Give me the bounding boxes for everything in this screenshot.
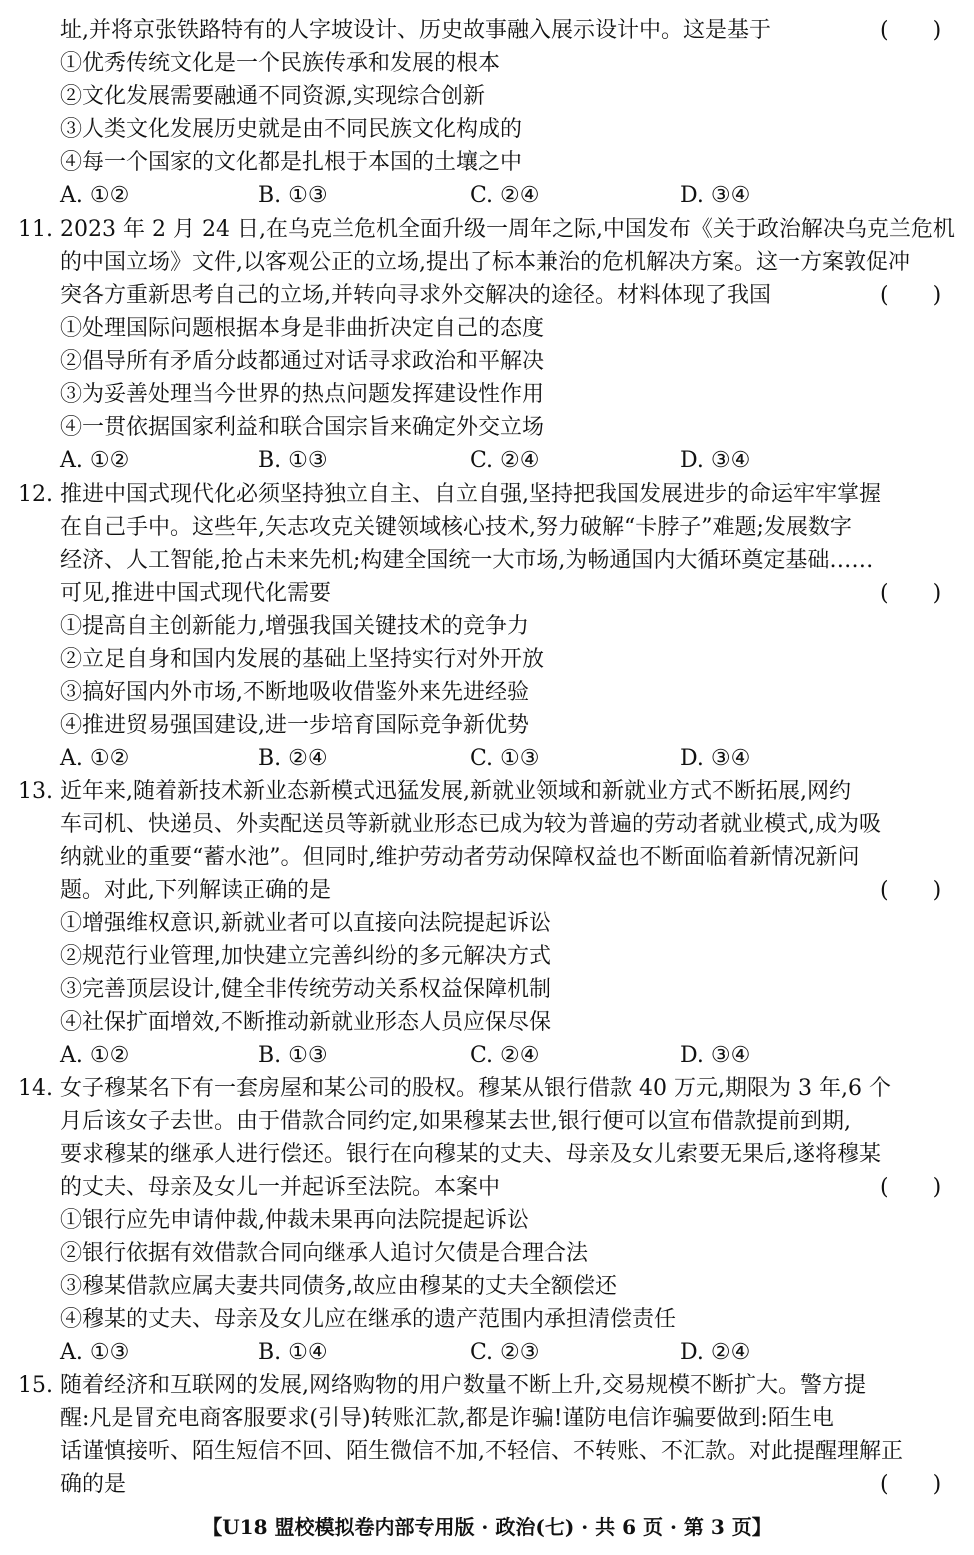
q12-choice-a: A. ①② (60, 746, 130, 771)
q12-option-4: ④推进贸易强国建设,进一步培育国际竞争新优势 (60, 713, 529, 738)
q12-answer-paren: ( ) (880, 581, 942, 606)
q14-choice-a: A. ①③ (60, 1340, 130, 1365)
q13-option-2: ②规范行业管理,加快建立完善纠纷的多元解决方式 (60, 944, 551, 969)
q11-option-3: ③为妥善处理当今世界的热点问题发挥建设性作用 (60, 382, 545, 407)
q11-option-4: ④一贯依据国家利益和联合国宗旨来确定外交立场 (60, 415, 545, 440)
q11-number: 11. (18, 217, 53, 242)
q12-choice-c: C. ①③ (470, 746, 540, 771)
q10-choice-d: D. ③④ (680, 183, 751, 208)
q14-option-2: ②银行依据有效借款合同向继承人追讨欠债是合理合法 (60, 1241, 589, 1266)
q11-answer-paren: ( ) (880, 283, 942, 308)
q14-choice-d: D. ②④ (680, 1340, 751, 1365)
q12-stem-line: 在自己手中。这些年,矢志攻克关键领域核心技术,努力破解“卡脖子”难题;发展数字 (60, 515, 852, 540)
q12-stem-line: 经济、人工智能,抢占未来先机;构建全国统一大市场,为畅通国内大循环奠定基础…… (60, 548, 874, 573)
q14-answer-paren: ( ) (880, 1175, 942, 1200)
q12-choice-d: D. ③④ (680, 746, 751, 771)
q12-stem-line: 推进中国式现代化必须坚持独立自主、自立自强,坚持把我国发展进步的命运牢牢掌握 (60, 482, 881, 507)
q14-stem-line: 女子穆某名下有一套房屋和某公司的股权。穆某从银行借款 40 万元,期限为 3 年,6 个 (60, 1076, 891, 1101)
q14-option-4: ④穆某的丈夫、母亲及女儿应在继承的遗产范围内承担清偿责任 (60, 1307, 677, 1332)
q15-number: 15. (18, 1373, 53, 1398)
q14-option-3: ③穆某借款应属夫妻共同债务,故应由穆某的丈夫全额偿还 (60, 1274, 617, 1299)
q11-stem-line: 突各方重新思考自己的立场,并转向寻求外交解决的途径。材料体现了我国 (60, 283, 771, 308)
q13-stem-line: 车司机、快递员、外卖配送员等新就业形态已成为较为普遍的劳动者就业模式,成为吸 (60, 812, 881, 837)
q10-option-3: ③人类文化发展历史就是由不同民族文化构成的 (60, 117, 523, 142)
q11-option-1: ①处理国际问题根据本身是非曲折决定自己的态度 (60, 316, 545, 341)
q13-number: 13. (18, 779, 53, 804)
q13-option-4: ④社保扩面增效,不断推动新就业形态人员应保尽保 (60, 1010, 551, 1035)
q14-choice-b: B. ①④ (258, 1340, 328, 1365)
q14-stem-line: 的丈夫、母亲及女儿一并起诉至法院。本案中 (60, 1175, 501, 1200)
q15-answer-paren: ( ) (880, 1472, 942, 1497)
q13-choice-c: C. ②④ (470, 1043, 540, 1068)
q12-stem-line: 可见,推进中国式现代化需要 (60, 581, 331, 606)
q12-choice-b: B. ②④ (258, 746, 328, 771)
q10-choice-b: B. ①③ (258, 183, 328, 208)
q13-option-1: ①增强维权意识,新就业者可以直接向法院提起诉讼 (60, 911, 551, 936)
q15-stem-line: 醒:凡是冒充电商客服要求(引导)转账汇款,都是诈骗!谨防电信诈骗要做到:陌生电 (60, 1406, 834, 1431)
q11-choice-b: B. ①③ (258, 448, 328, 473)
q11-stem-line: 2023 年 2 月 24 日,在乌克兰危机全面升级一周年之际,中国发布《关于政治解决乌克兰危机 (60, 217, 955, 242)
q14-number: 14. (18, 1076, 53, 1101)
q11-stem-line: 的中国立场》文件,以客观公正的立场,提出了标本兼治的危机解决方案。这一方案敦促冲 (60, 250, 910, 275)
q11-choice-c: C. ②④ (470, 448, 540, 473)
q12-option-2: ②立足自身和国内发展的基础上坚持实行对外开放 (60, 647, 545, 672)
q13-choice-a: A. ①② (60, 1043, 130, 1068)
q10-option-2: ②文化发展需要融通不同资源,实现综合创新 (60, 84, 485, 109)
q14-option-1: ①银行应先申请仲裁,仲裁未果再向法院提起诉讼 (60, 1208, 529, 1233)
q15-stem-line: 随着经济和互联网的发展,网络购物的用户数量不断上升,交易规模不断扩大。警方提 (60, 1373, 866, 1398)
q15-stem-line: 话谨慎接听、陌生短信不回、陌生微信不加,不轻信、不转账、不汇款。对此提醒理解正 (60, 1439, 903, 1464)
q10-answer-paren: ( ) (880, 18, 942, 43)
q10-stem-line: 址,并将京张铁路特有的人字坡设计、历史故事融入展示设计中。这是基于 (60, 18, 771, 43)
q13-option-3: ③完善顶层设计,健全非传统劳动关系权益保障机制 (60, 977, 551, 1002)
q12-option-3: ③搞好国内外市场,不断地吸收借鉴外来先进经验 (60, 680, 529, 705)
q13-stem-line: 近年来,随着新技术新业态新模式迅猛发展,新就业领域和新就业方式不断拓展,网约 (60, 779, 851, 804)
q13-stem-line: 纳就业的重要“蓄水池”。但同时,维护劳动者劳动保障权益也不断面临着新情况新问 (60, 845, 860, 870)
page-footer: 【U18 盟校模拟卷内部专用版 · 政治(七) · 共 6 页 · 第 3 页】 (202, 1515, 772, 1539)
q10-option-1: ①优秀传统文化是一个民族传承和发展的根本 (60, 51, 501, 76)
q13-stem-line: 题。对此,下列解读正确的是 (60, 878, 331, 903)
q10-choice-c: C. ②④ (470, 183, 540, 208)
q11-choice-a: A. ①② (60, 448, 130, 473)
q14-stem-line: 要求穆某的继承人进行偿还。银行在向穆某的丈夫、母亲及女儿索要无果后,遂将穆某 (60, 1142, 881, 1167)
q12-option-1: ①提高自主创新能力,增强我国关键技术的竞争力 (60, 614, 529, 639)
q14-stem-line: 月后该女子去世。由于借款合同约定,如果穆某去世,银行便可以宣布借款提前到期, (60, 1109, 851, 1134)
q10-choice-a: A. ①② (60, 183, 130, 208)
q13-choice-b: B. ①③ (258, 1043, 328, 1068)
q11-option-2: ②倡导所有矛盾分歧都通过对话寻求政治和平解决 (60, 349, 545, 374)
q15-stem-line: 确的是 (60, 1472, 127, 1497)
q10-option-4: ④每一个国家的文化都是扎根于本国的土壤之中 (60, 150, 523, 175)
q13-answer-paren: ( ) (880, 878, 942, 903)
q12-number: 12. (18, 482, 53, 507)
q14-choice-c: C. ②③ (470, 1340, 540, 1365)
q13-choice-d: D. ③④ (680, 1043, 751, 1068)
q11-choice-d: D. ③④ (680, 448, 751, 473)
